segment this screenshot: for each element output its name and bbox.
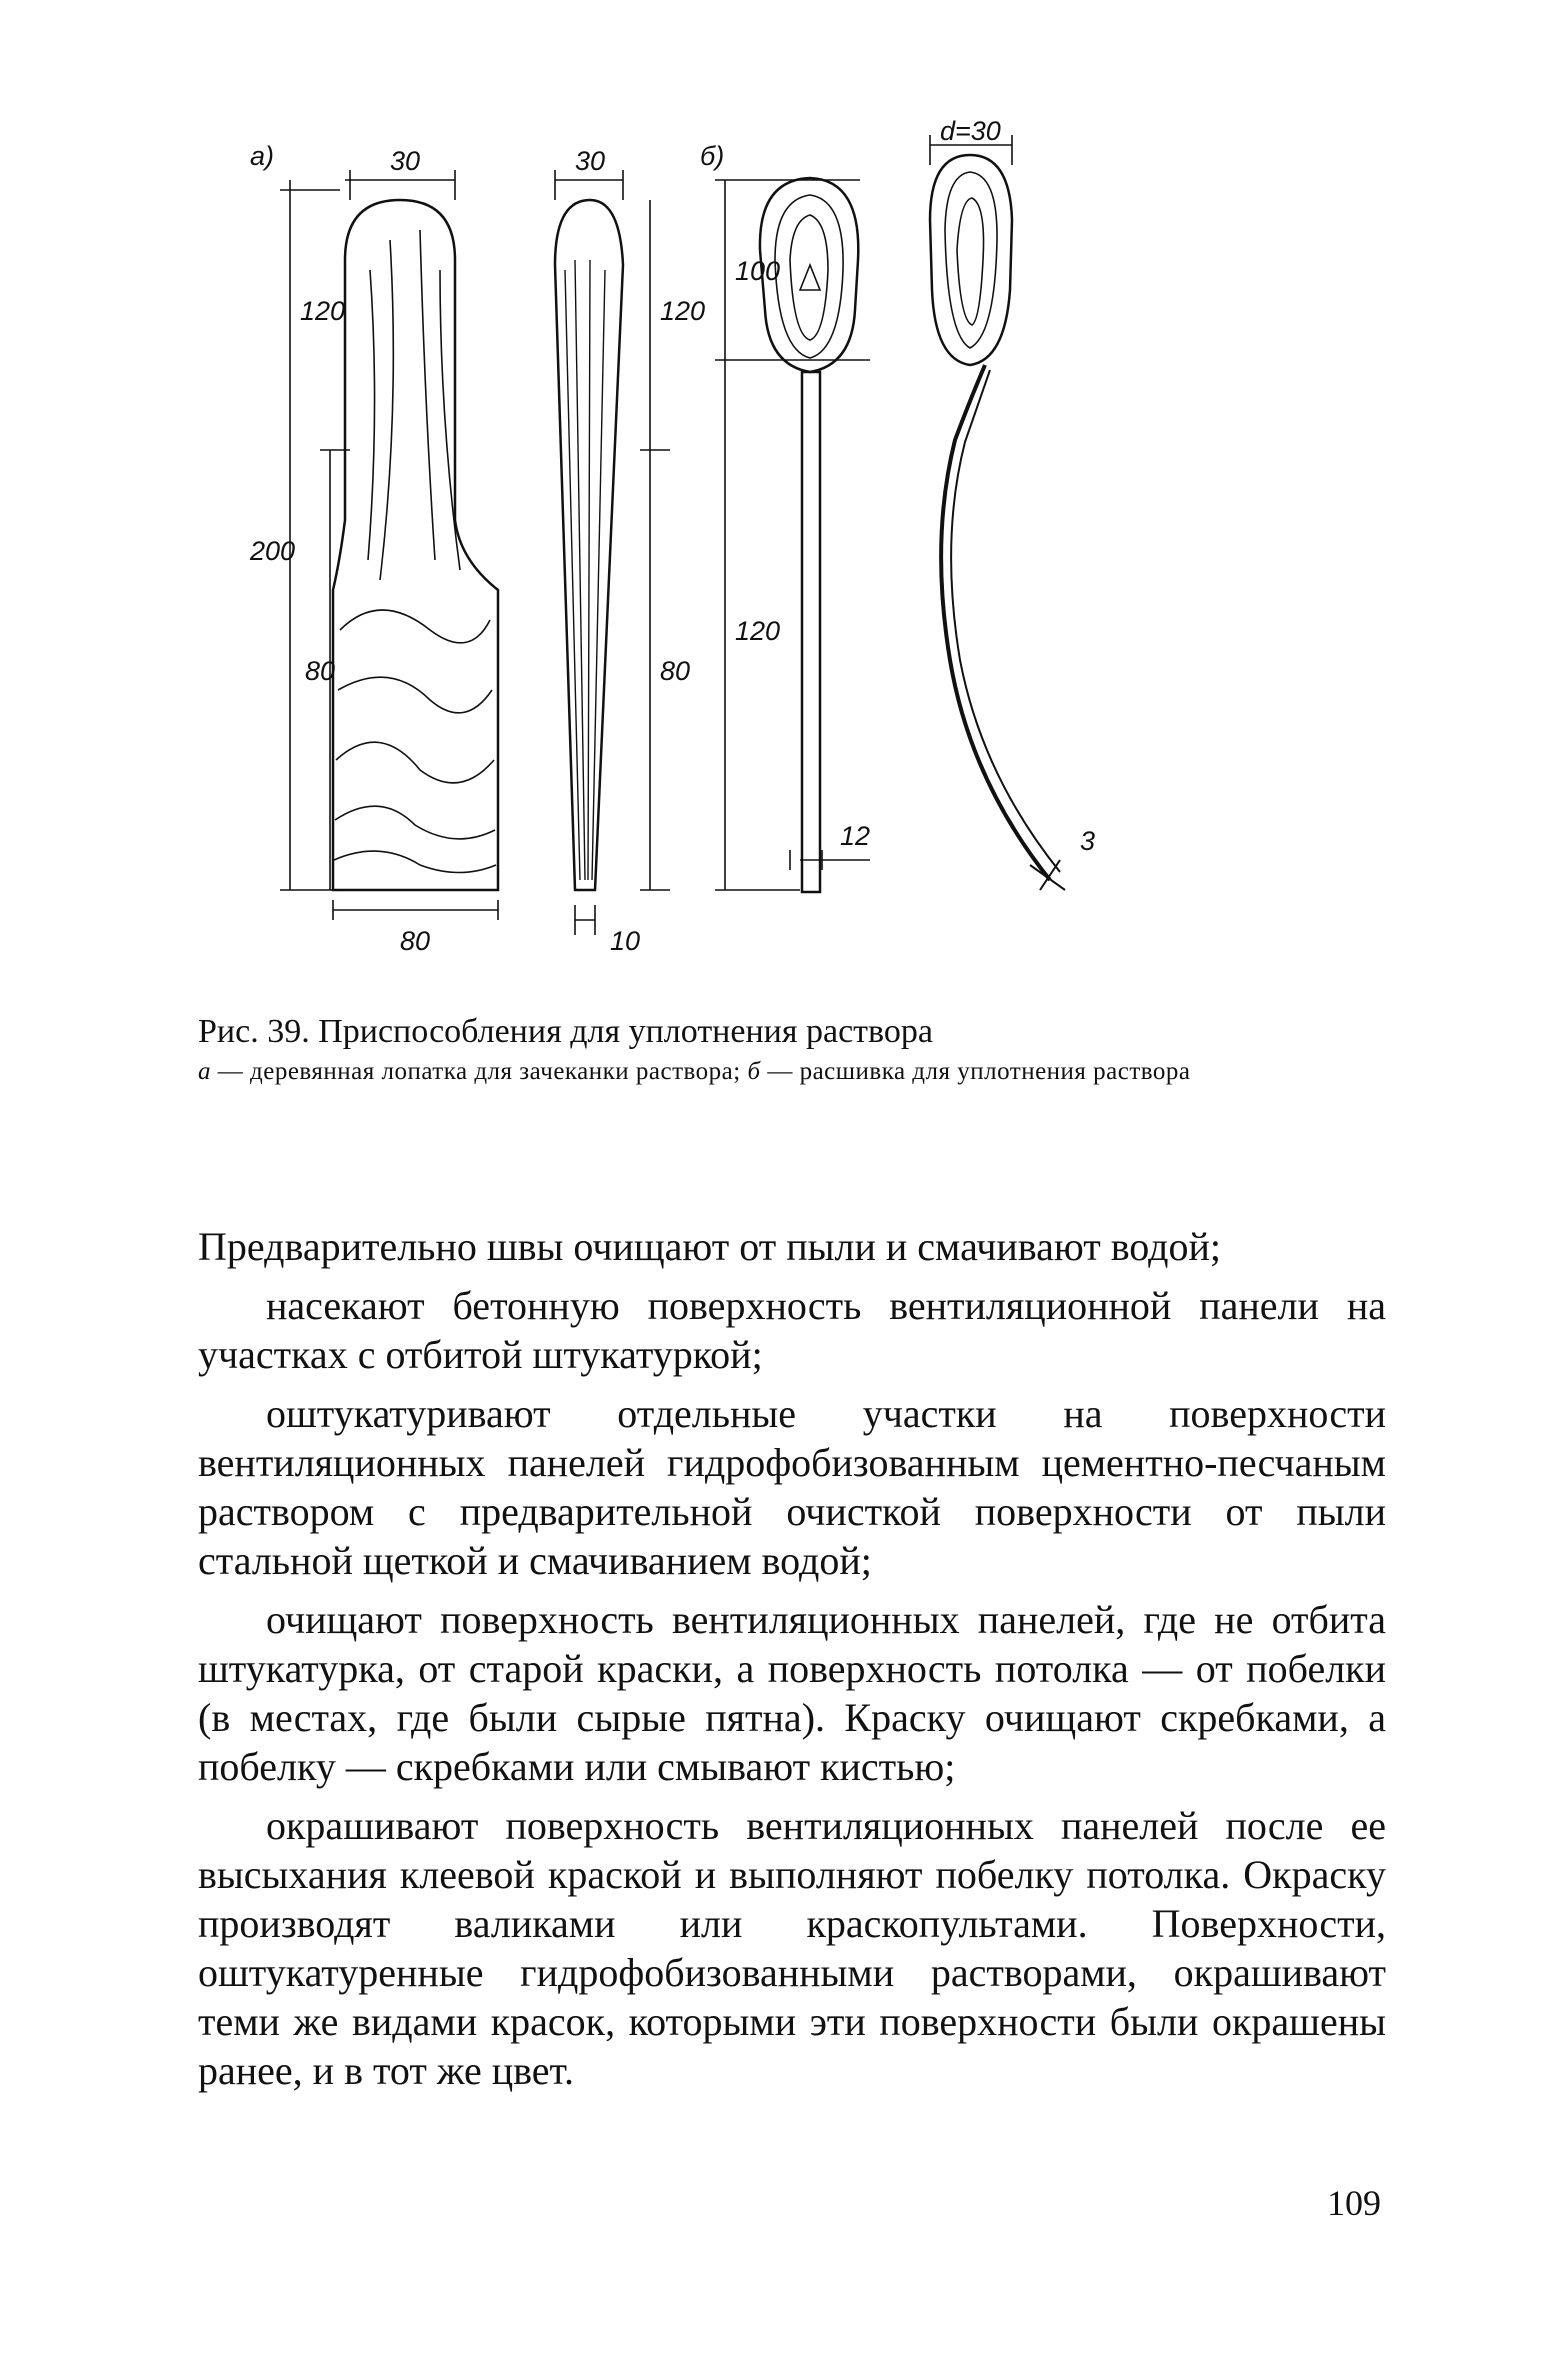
caption-key-b: б: [747, 1058, 761, 1085]
dim-label: 120: [660, 296, 706, 326]
page-number: 109: [1327, 2183, 1381, 2223]
dim-label: d=30: [940, 116, 1001, 146]
caption-title: Рис. 39. Приспособления для уплотнения раствора: [198, 1013, 933, 1050]
caption-text-b: — расшивка для уплотнения раствора: [760, 1058, 1191, 1085]
paddle-front-view: [333, 200, 498, 890]
caption-description: [198, 1058, 1398, 1086]
dim-label: 200: [250, 536, 296, 566]
figure-caption: [198, 1012, 1398, 1086]
dim-label: 100: [735, 256, 781, 286]
figure-drawing: [230, 116, 1390, 980]
caption-text-a: — деревянная лопатка для зачеканки раствора;: [211, 1058, 748, 1085]
dim-label: 80: [400, 926, 431, 956]
paragraph: насекают бетонную поверхность вентиляционной панели на участках с отбитой штукатуркой;: [198, 1283, 1386, 1377]
dim-label: 120: [300, 296, 346, 326]
dim-label: 12: [840, 821, 871, 851]
dim-label: 3: [1080, 826, 1096, 856]
dim-label: 120: [735, 616, 781, 646]
part-a-label: а): [250, 141, 275, 171]
figure-39: [230, 116, 1390, 980]
caption-key-a: а: [198, 1058, 211, 1085]
dim-label: 10: [610, 926, 641, 956]
dim-label: 30: [575, 146, 606, 176]
dim-label: 80: [660, 656, 691, 686]
dim-label: 30: [390, 146, 421, 176]
paragraph: окрашивают поверхность вентиляционных панелей после ее высыхания клеевой краской и выполняют побелку потолка. Окраску производят валиками или краскопультами. Поверхности, оштукатуренные гидрофобизованными растворами, окрашивают теми же видами красок, которыми эти поверхности были окрашены ранее, и в тот же цвет.: [198, 1803, 1386, 2093]
part-b-label: б): [700, 141, 725, 171]
paragraph: оштукатуривают отдельные участки на поверхности вентиляционных панелей гидрофобизованным цементно-песчаным раствором с предварительной очисткой поверхности от пыли стальной щеткой и смачиванием водой;: [198, 1391, 1386, 1583]
body-text: [198, 1222, 1386, 2105]
paragraph: очищают поверхность вентиляционных панелей, где не отбита штукатурка, от старой краски, а поверхность потолка — от побелки (в местах, где были сырые пятна). Краску очищают скребками, а побелку — скребками или смывают кистью;: [198, 1597, 1386, 1789]
paragraph: Предварительно швы очищают от пыли и смачивают водой;: [198, 1224, 1222, 1269]
spoon-side-view: [930, 155, 1065, 890]
dimension-lines: [280, 135, 1012, 935]
dim-label: 80: [305, 656, 336, 686]
paddle-side-view: [555, 200, 623, 890]
